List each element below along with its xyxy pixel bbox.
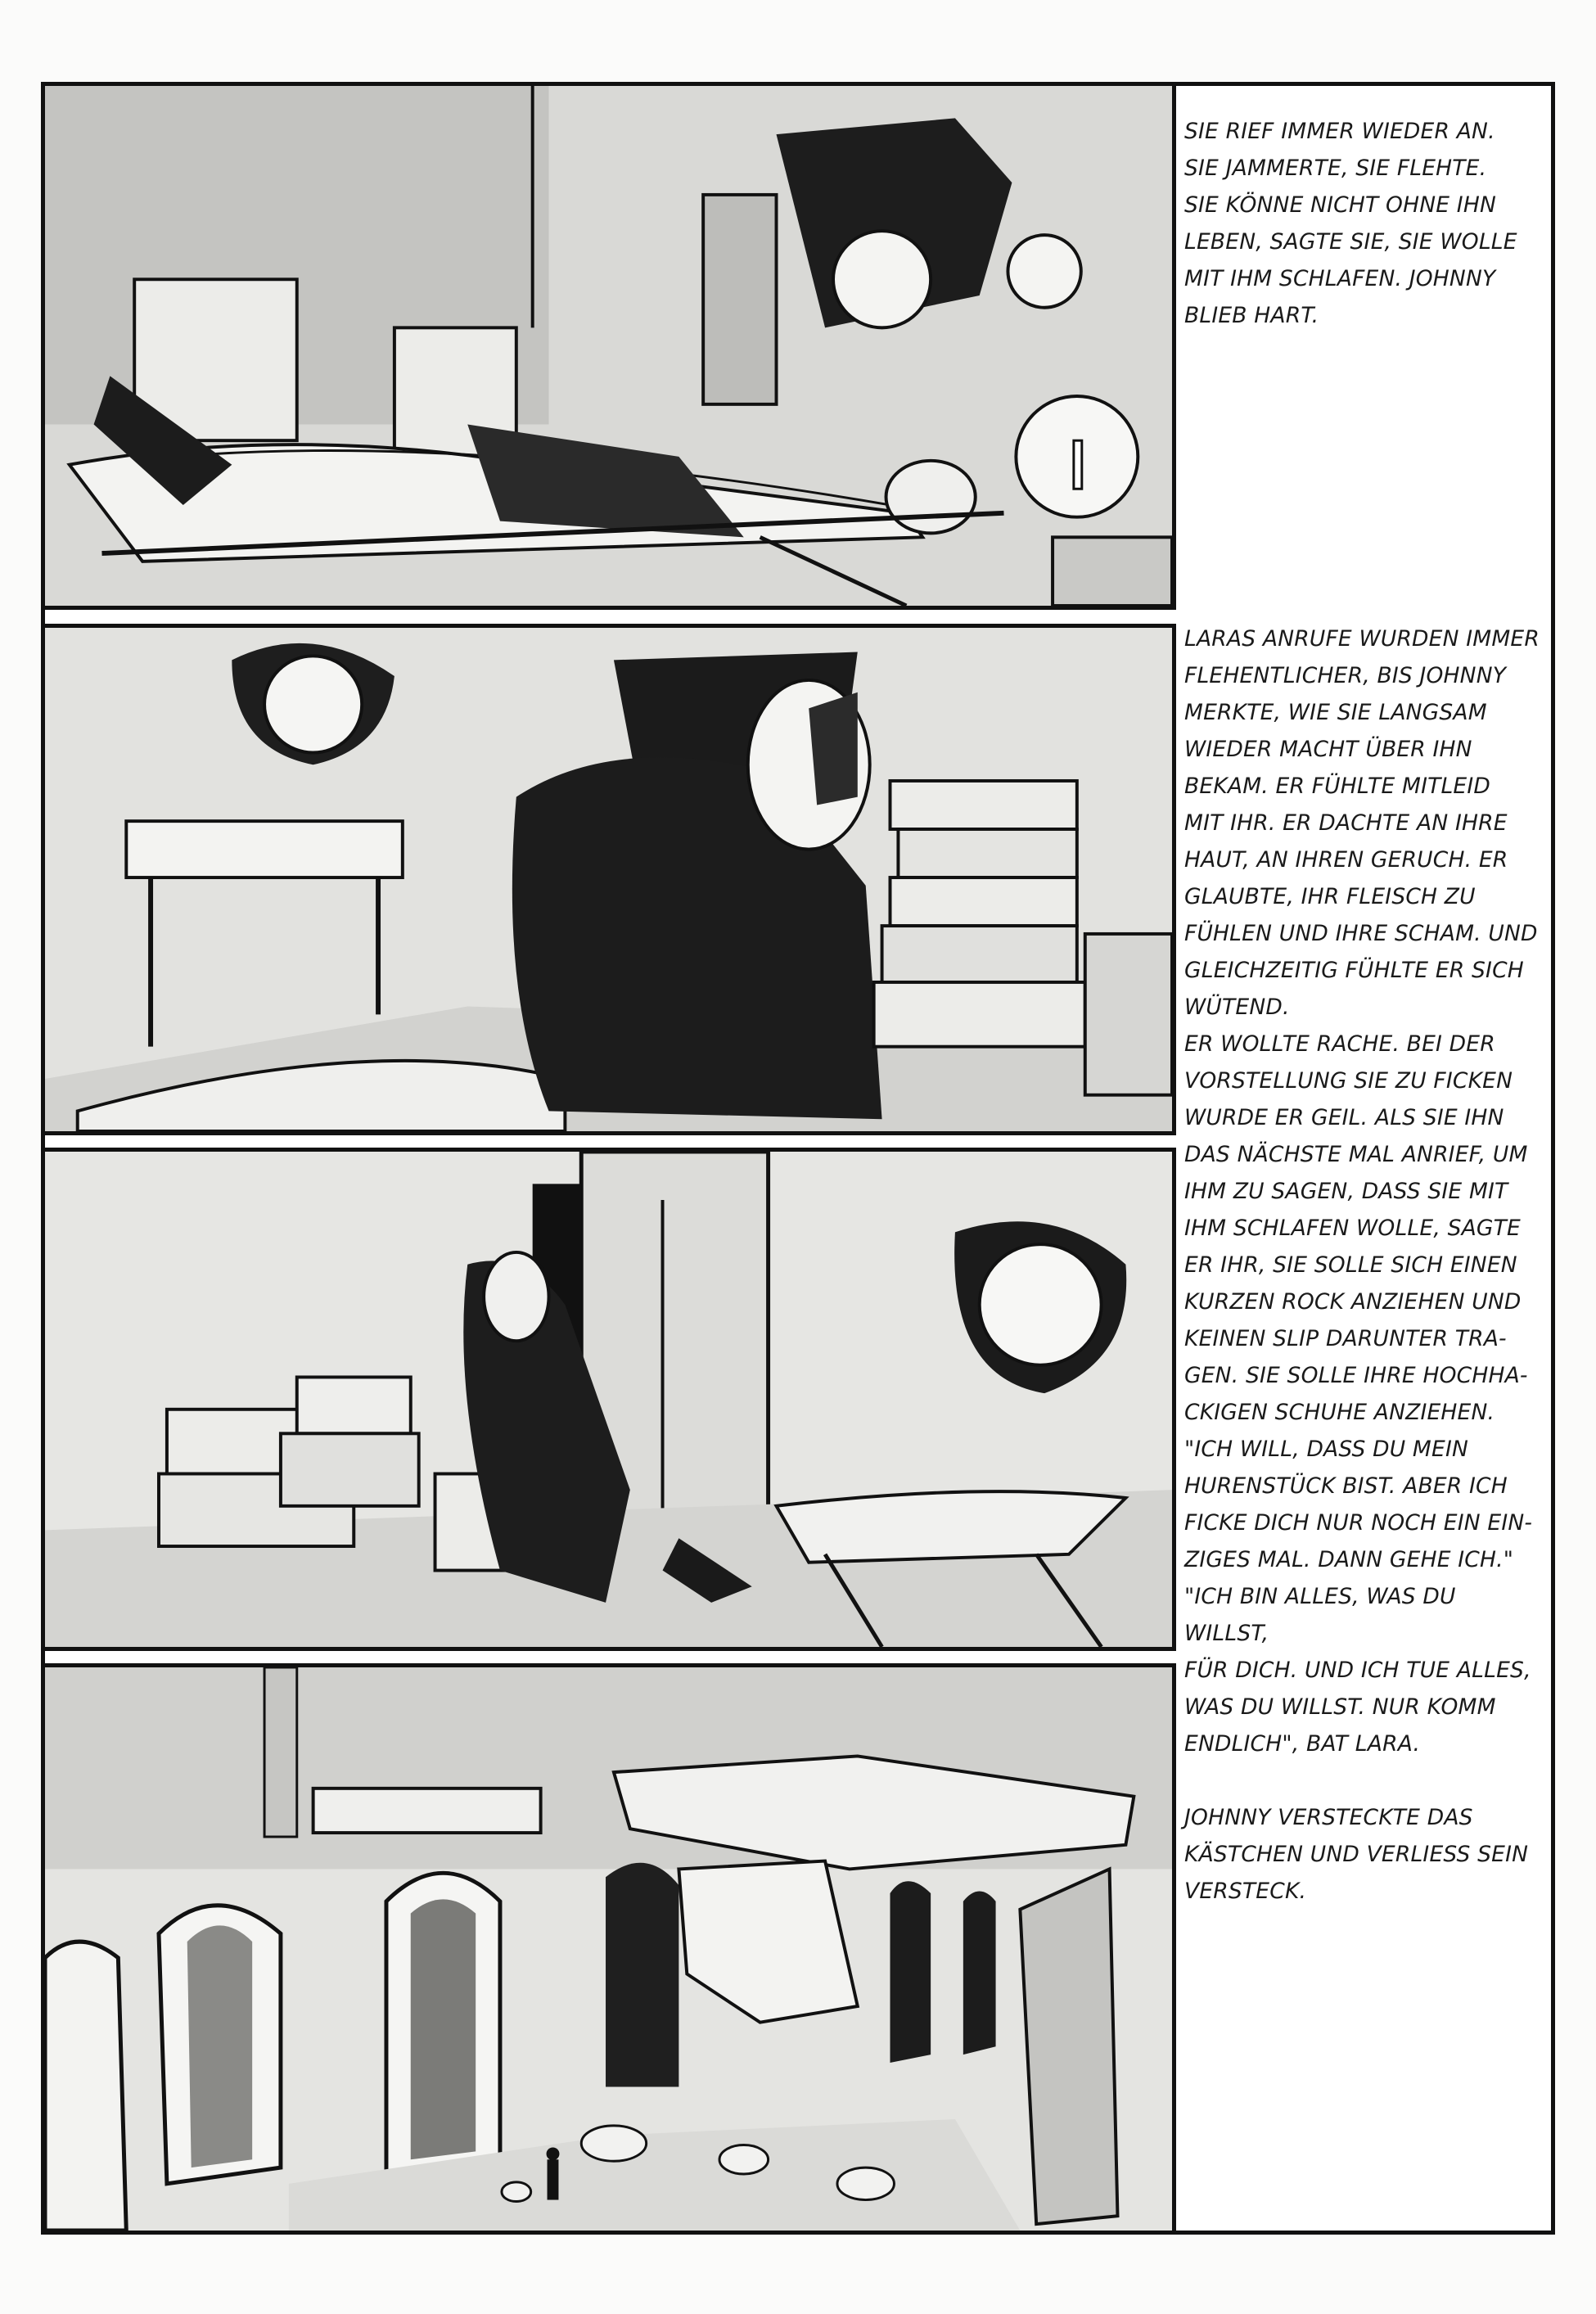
caption-line: BLIEB HART. [1184,303,1319,328]
caption-line: LEBEN, SAGTE SIE, SIE WOLLE [1184,229,1517,255]
caption-line: VORSTELLUNG SIE ZU FICKEN [1184,1068,1513,1094]
caption-line: MIT IHR. ER DACHTE AN IHRE [1184,810,1508,836]
caption-line: FICKE DICH NUR NOCH EIN EIN- [1184,1510,1533,1536]
caption-line: ER IHR, SIE SOLLE SICH EINEN [1184,1252,1517,1278]
caption-line: WURDE ER GEIL. ALS SIE IHN [1184,1105,1504,1130]
caption-line: ENDLICH", BAT LARA. [1184,1731,1421,1757]
caption-line: HAUT, AN IHREN GERUCH. ER [1184,847,1508,873]
caption-line: GLAUBTE, IHR FLEISCH ZU [1184,884,1476,909]
caption-line: WÜTEND. [1184,995,1290,1020]
caption-line: IHM SCHLAFEN WOLLE, SAGTE [1184,1216,1522,1241]
caption-line: GLEICHZEITIG FÜHLTE ER SICH [1184,958,1524,983]
caption-line: DAS NÄCHSTE MAL ANRIEF, UM [1184,1142,1528,1167]
caption-line: GEN. SIE SOLLE IHRE HOCHHA- [1184,1363,1528,1388]
caption-line: VERSTECK. [1184,1879,1307,1904]
caption-line: FLEHENTLICHER, BIS JOHNNY [1184,663,1507,688]
caption-line: BEKAM. ER FÜHLTE MITLEID [1184,774,1491,799]
caption-line: FÜHLEN UND IHRE SCHAM. UND [1184,921,1538,946]
caption-line: CKIGEN SCHUHE ANZIEHEN. [1184,1400,1495,1425]
panel-phone-call [41,624,1176,1135]
caption-spacer [1184,1762,1544,1799]
panel-lying-on-cot [41,82,1176,610]
caption-line: KURZEN ROCK ANZIEHEN UND [1184,1289,1522,1315]
caption-line: WIEDER MACHT ÜBER IHN [1184,737,1472,762]
caption-line: ER WOLLTE RACHE. BEI DER [1184,1031,1495,1057]
caption-line: ZIGES MAL. DANN GEHE ICH." [1184,1547,1514,1572]
caption-line: "ICH BIN ALLES, WAS DU WILLST, [1184,1584,1456,1646]
caption-line: "ICH WILL, DASS DU MEIN [1184,1437,1468,1462]
caption-line: SIE JAMMERTE, SIE FLEHTE. [1184,156,1487,181]
caption-one [1184,113,1544,334]
caption-line: FÜR DICH. UND ICH TUE ALLES, [1184,1658,1531,1683]
panel-kneeling-illustration [45,1152,1172,1647]
caption-line: IHM ZU SAGEN, DASS SIE MIT [1184,1179,1508,1204]
caption-line: WAS DU WILLST. NUR KOMM [1184,1694,1496,1720]
caption-line: SIE KÖNNE NICHT OHNE IHN [1184,192,1496,218]
caption-line: LARAS ANRUFE WURDEN IMMER [1184,626,1540,652]
caption-line: KÄSTCHEN UND VERLIESS SEIN [1184,1842,1529,1867]
panel-kneeling [41,1148,1176,1651]
panel-ruined-arcade [41,1663,1176,2235]
caption-line: HURENSTÜCK BIST. ABER ICH [1184,1473,1508,1499]
panel-lying-on-cot-illustration [45,86,1172,606]
caption-line: MIT IHM SCHLAFEN. JOHNNY [1184,266,1496,291]
caption-line: JOHNNY VERSTECKTE DAS [1184,1805,1473,1830]
panel-ruined-arcade-illustration [45,1667,1172,2231]
caption-line: KEINEN SLIP DARUNTER TRA- [1184,1326,1507,1351]
caption-line: SIE RIEF IMMER WIEDER AN. [1184,119,1495,144]
caption-line: MERKTE, WIE SIE LANGSAM [1184,700,1487,725]
caption-two [1184,620,1544,1910]
panel-phone-call-illustration [45,628,1172,1131]
